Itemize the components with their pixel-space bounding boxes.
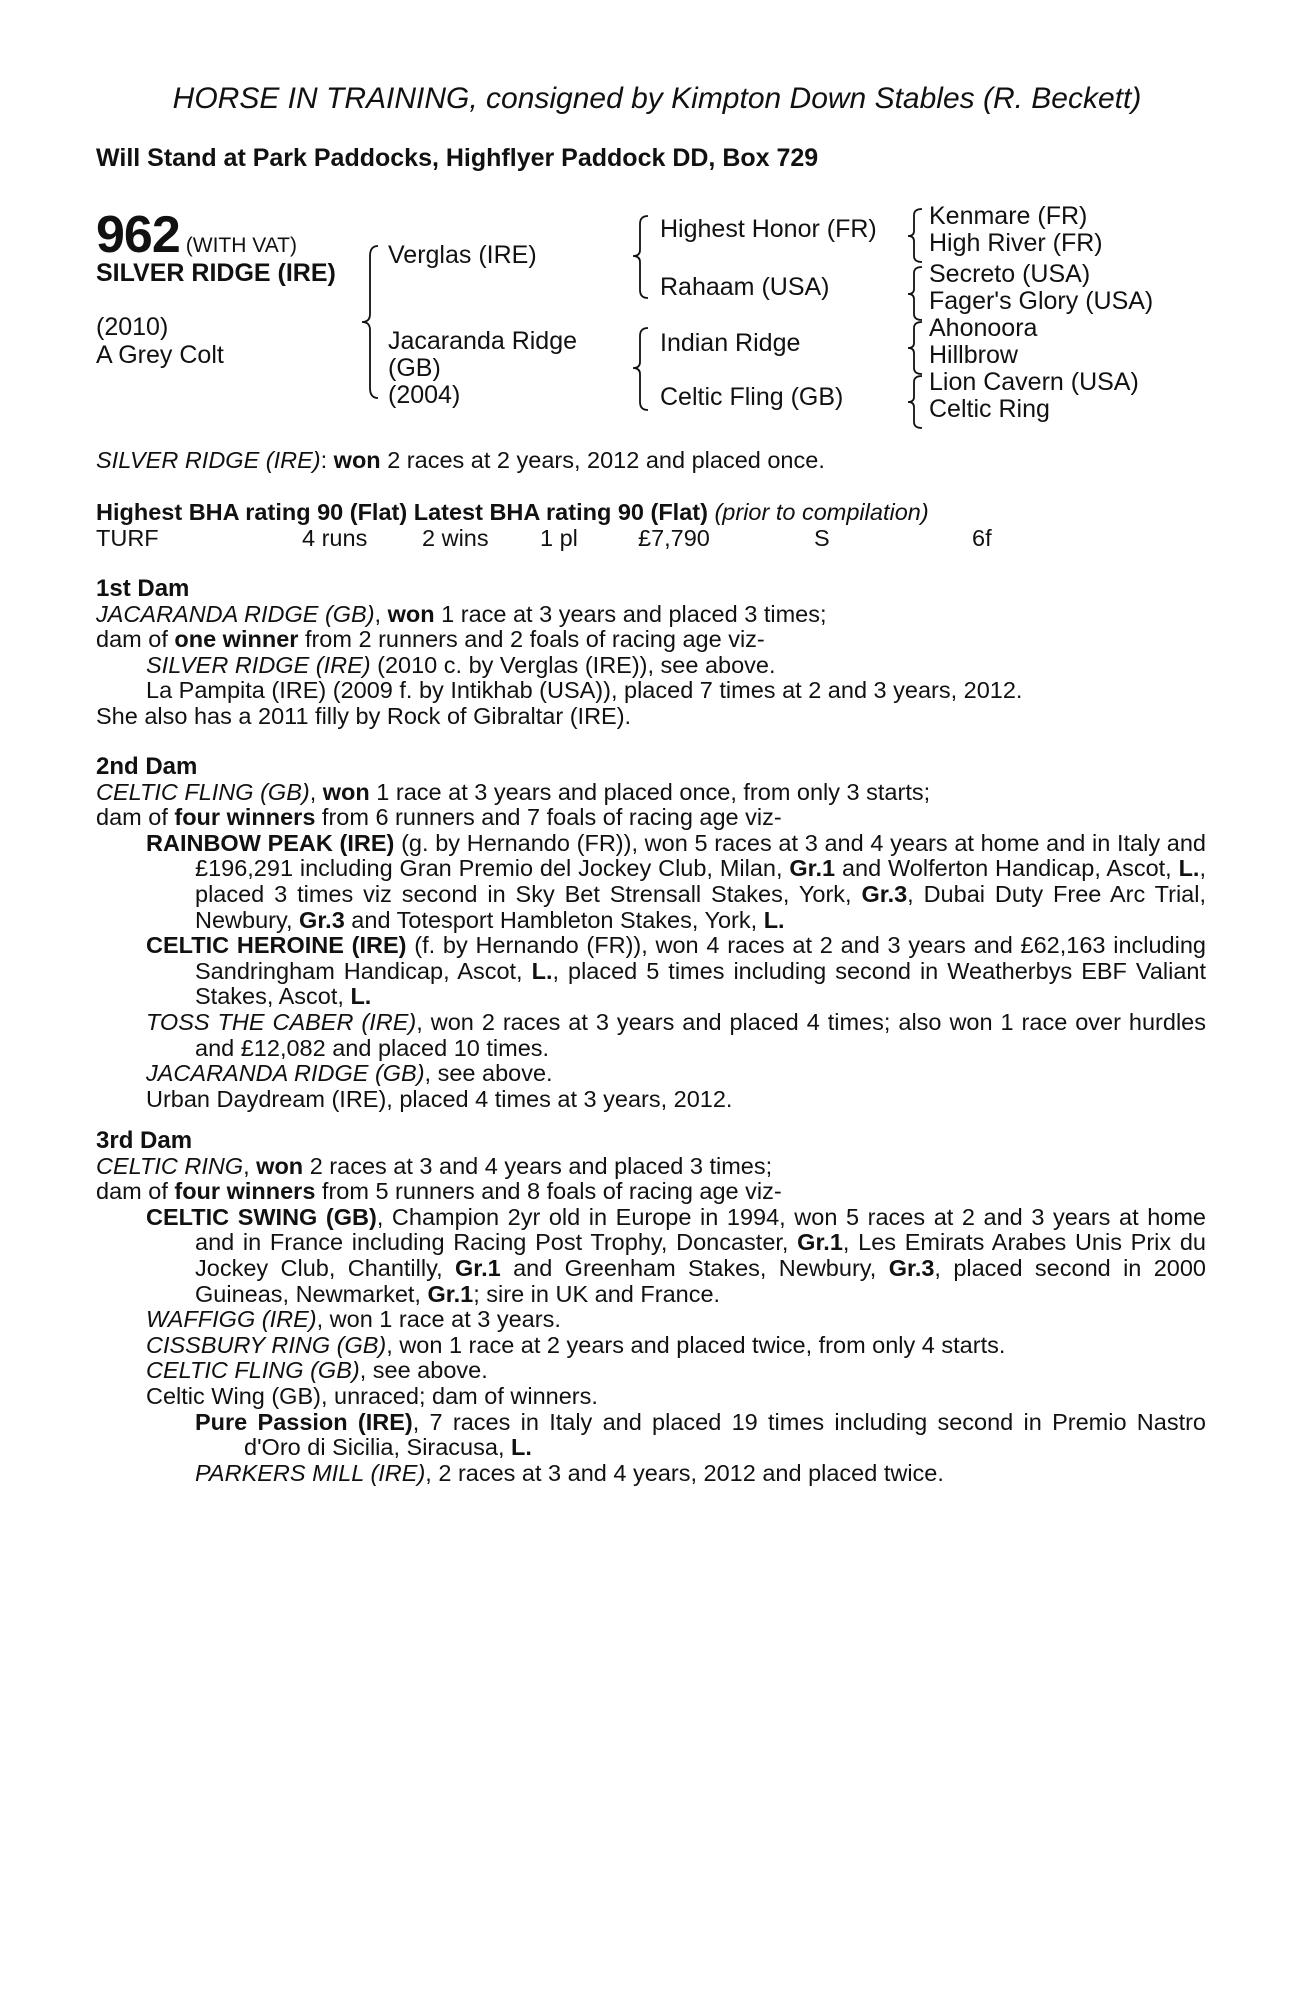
produce-text: , won 2 races at 3 years and placed 4 times; also won 1 race over hurdles and £12,082 and placed 10 times. — [195, 1008, 1206, 1061]
listed-label: L. — [511, 1434, 532, 1461]
produce-jacaranda-ridge — [96, 1061, 1206, 1087]
produce-text: , see above. — [424, 1060, 553, 1087]
pedigree-dam — [388, 328, 577, 409]
third-dam-name: CELTIC RING — [96, 1152, 244, 1179]
race-summary: SILVER RIDGE (IRE): won 2 races at 2 years, 2012 and placed once. — [96, 447, 825, 473]
first-dam-produce-a: dam of — [96, 626, 175, 653]
pedigree-dds: Lion Cavern (USA) — [929, 368, 1139, 396]
third-dam-won: won — [256, 1152, 304, 1179]
produce-celtic-fling — [96, 1358, 1206, 1384]
produce-text: , Dubai Duty Free Arc Trial, Newbury, — [195, 880, 1207, 933]
horse-year: (2010) — [96, 313, 169, 341]
produce-name: SILVER RIDGE (IRE) — [146, 651, 371, 678]
second-dam-produce-a: dam of — [96, 804, 175, 831]
produce-name: JACARANDA RIDGE (GB) — [146, 1060, 425, 1087]
third-dam-record: 2 races at 3 and 4 years and placed 3 times; — [303, 1152, 773, 1179]
produce-celtic-wing: Celtic Wing (GB), unraced; dam of winners. — [146, 1382, 598, 1409]
pedigree-sire: Verglas (IRE) — [388, 241, 537, 269]
first-dam-section — [96, 576, 1206, 730]
produce-text: (g. by Hernando (FR)), won 5 races at 3 and 4 years at home and in Italy and £196,291 including Gran Premio del Jockey Club, Milan, — [195, 829, 1207, 882]
first-dam-line: JACARANDA RIDGE (GB), won 1 race at 3 years and placed 3 times; — [96, 600, 827, 627]
produce-name: PARKERS MILL (IRE) — [195, 1459, 426, 1486]
second-dam-name: CELTIC FLING (GB) — [96, 778, 310, 805]
second-dam-title: 2nd Dam — [96, 753, 198, 780]
pedigree-dsd: Hillbrow — [929, 341, 1018, 369]
pedigree-sdd: Fager's Glory (USA) — [929, 287, 1154, 315]
grade-label: Gr.3 — [299, 906, 345, 933]
second-dam-record: 1 race at 3 years and placed once, from only 3 starts; — [369, 778, 931, 805]
bha-rating-line — [96, 500, 1206, 526]
produce-celtic-heroine — [96, 933, 1206, 1010]
grade-label: Gr.1 — [789, 855, 836, 882]
vat-note: (WITH VAT) — [185, 234, 297, 257]
grade-label: Gr.3 — [888, 1254, 935, 1281]
produce-rainbow-peak — [96, 831, 1206, 933]
produce-text: (2010 c. by Verglas (IRE)), see above. — [370, 651, 776, 678]
produce-text: , placed 5 times including second in Weatherbys EBF Valiant Stakes, Ascot, — [195, 957, 1207, 1010]
produce-celtic-swing — [96, 1205, 1206, 1307]
produce-text: , 2 races at 3 and 4 years, 2012 and placed twice. — [425, 1459, 944, 1486]
produce-parkers-mill — [96, 1461, 1206, 1487]
produce-cissbury-ring — [96, 1333, 1206, 1359]
second-dam-section — [96, 754, 1206, 1112]
produce-name: CELTIC HEROINE (IRE) — [146, 932, 407, 959]
first-dam-produce-c: from 2 runners and 2 foals of racing age viz- — [298, 626, 765, 653]
produce-name: WAFFIGG (IRE) — [146, 1306, 317, 1333]
brace-rahaam — [908, 267, 922, 320]
grade-label: Gr.3 — [861, 880, 908, 907]
second-dam-line: CELTIC FLING (GB), won 1 race at 3 years and placed once, from only 3 starts; — [96, 778, 931, 805]
grade-label: Gr.1 — [455, 1254, 501, 1281]
first-dam-name: JACARANDA RIDGE (GB) — [96, 600, 375, 627]
produce-text: (f. by Hernando (FR)), won 4 races at 2 and 3 years and £62,163 including Sandringham Handicap, Ascot, — [195, 932, 1206, 984]
second-dam-winners: four winners — [174, 804, 316, 831]
second-dam-won: won — [322, 778, 370, 805]
produce-text: , see above. — [359, 1357, 488, 1384]
bha-rating-note: (prior to compilation) — [714, 499, 929, 525]
summary-horse-name: SILVER RIDGE (IRE) — [96, 447, 321, 473]
record-earnings: £7,790 — [638, 524, 710, 551]
produce-name: CISSBURY RING (GB) — [146, 1331, 387, 1358]
produce-text: and Totesport Hambleton Stakes, York, — [344, 906, 764, 933]
summary-won: won — [333, 447, 381, 473]
produce-text: , won 1 race at 3 years. — [316, 1306, 561, 1333]
produce-name: TOSS THE CABER (IRE) — [146, 1008, 417, 1035]
pedigree-ssd: High River (FR) — [929, 229, 1103, 257]
brace-celtic-fling — [908, 376, 922, 428]
brace-sire-parents — [633, 216, 648, 298]
listed-label: L. — [531, 957, 553, 984]
brace-highest-honor — [908, 209, 922, 262]
third-dam-produce-c: from 5 runners and 8 foals of racing age viz- — [315, 1178, 782, 1205]
produce-name: RAINBOW PEAK (IRE) — [146, 829, 395, 856]
race-record-row — [96, 526, 1206, 552]
third-dam-winners: four winners — [174, 1178, 316, 1205]
first-dam-winners: one winner — [174, 626, 299, 653]
stand-location: Will Stand at Park Paddocks, Highflyer Paddock DD, Box 729 — [96, 144, 819, 172]
pedigree-sss: Kenmare (FR) — [929, 202, 1088, 230]
produce-la-pampita: La Pampita (IRE) (2009 f. by Intikhab (USA)), placed 7 times at 2 and 3 years, 2012. — [146, 677, 1023, 704]
produce-name: CELTIC FLING (GB) — [146, 1357, 360, 1384]
pedigree-ddd: Celtic Ring — [929, 395, 1050, 423]
brace-indian-ridge — [908, 322, 922, 374]
brace-dam-parents — [633, 328, 648, 410]
record-surface: TURF — [96, 524, 159, 551]
produce-text: and Wolferton Handicap, Ascot, — [835, 855, 1179, 882]
produce-text: , Les Emirats Arabes Unis Prix du Jockey Club, Chantilly, — [195, 1229, 1206, 1281]
produce-text: ; sire in UK and France. — [473, 1280, 721, 1307]
lot-number: 962 — [96, 206, 180, 264]
first-dam-note: She also has a 2011 filly by Rock of Gibraltar (IRE). — [96, 702, 632, 729]
second-dam-produce-line — [96, 805, 1206, 831]
pedigree-dam-sire: Indian Ridge — [660, 329, 801, 357]
produce-text: , Champion 2yr old in Europe in 1994, won 5 races at 2 and 3 years at home and in France including Racing Post Trophy, Doncaster, — [195, 1203, 1206, 1256]
produce-silver-ridge — [96, 653, 1206, 679]
grade-label: Gr.1 — [427, 1280, 474, 1307]
produce-text: , won 1 race at 2 years and placed twice, from only 4 starts. — [386, 1331, 1006, 1358]
bha-rating-text: Highest BHA rating 90 (Flat) Latest BHA rating 90 (Flat) — [96, 499, 708, 525]
pedigree-sire-dam: Rahaam (USA) — [660, 273, 830, 301]
listed-label: L. — [763, 906, 785, 933]
grade-label: Gr.1 — [797, 1229, 843, 1256]
catalogue-header: HORSE IN TRAINING, consigned by Kimpton Down Stables (R. Beckett) — [172, 82, 1142, 115]
record-placed: 1 pl — [540, 524, 578, 551]
produce-text: and Greenham Stakes, Newbury, — [500, 1254, 889, 1281]
first-dam-won: won — [387, 600, 435, 627]
produce-waffigg — [96, 1307, 1206, 1333]
pedigree-sds: Secreto (USA) — [929, 260, 1091, 288]
pedigree-dam-dam: Celtic Fling (GB) — [660, 383, 844, 411]
pedigree-sire-sire: Highest Honor (FR) — [660, 215, 877, 243]
pedigree-dam-line2: (GB) — [388, 354, 441, 382]
record-wins: 2 wins — [422, 524, 489, 551]
pedigree-dss: Ahonoora — [929, 314, 1038, 342]
summary-text: 2 races at 2 years, 2012 and placed once. — [380, 447, 825, 473]
first-dam-title: 1st Dam — [96, 575, 190, 602]
third-dam-title: 3rd Dam — [96, 1127, 193, 1154]
brace-generation-1 — [362, 246, 378, 398]
second-dam-produce-c: from 6 runners and 7 foals of racing age viz- — [315, 804, 782, 831]
first-dam-record: 1 race at 3 years and placed 3 times; — [434, 600, 827, 627]
horse-description: A Grey Colt — [96, 341, 224, 369]
produce-pure-passion — [96, 1410, 1206, 1461]
bha-rating-block — [96, 500, 1206, 552]
listed-label: L. — [350, 983, 372, 1010]
first-dam-produce-line — [96, 627, 1206, 653]
third-dam-section — [96, 1128, 1206, 1486]
third-dam-produce-a: dam of — [96, 1178, 175, 1205]
pedigree-dam-line1: Jacaranda Ridge — [388, 327, 578, 355]
produce-name: CELTIC SWING (GB) — [146, 1203, 377, 1230]
produce-text: , placed second in 2000 Guineas, Newmarket, — [195, 1254, 1207, 1307]
produce-text: , 7 races in Italy and placed 19 times including second in Premio Nastro d'Oro di Sicilia, Siracusa, — [244, 1408, 1206, 1461]
third-dam-produce-line — [96, 1179, 1206, 1205]
produce-urban-daydream: Urban Daydream (IRE), placed 4 times at 3 years, 2012. — [146, 1085, 733, 1112]
listed-label: L. — [1178, 855, 1200, 882]
third-dam-line: CELTIC RING, won 2 races at 3 and 4 years and placed 3 times; — [96, 1152, 773, 1179]
record-runs: 4 runs — [302, 524, 368, 551]
produce-text: , placed 3 times viz second in Sky Bet Strensall Stakes, York, — [195, 855, 1206, 907]
produce-toss-the-caber — [96, 1010, 1206, 1061]
record-going: S — [814, 524, 830, 551]
horse-name: SILVER RIDGE (IRE) — [96, 259, 336, 287]
produce-name: Pure Passion (IRE) — [195, 1408, 413, 1435]
record-distance: 6f — [972, 524, 992, 551]
pedigree-dam-line3: (2004) — [388, 381, 461, 409]
